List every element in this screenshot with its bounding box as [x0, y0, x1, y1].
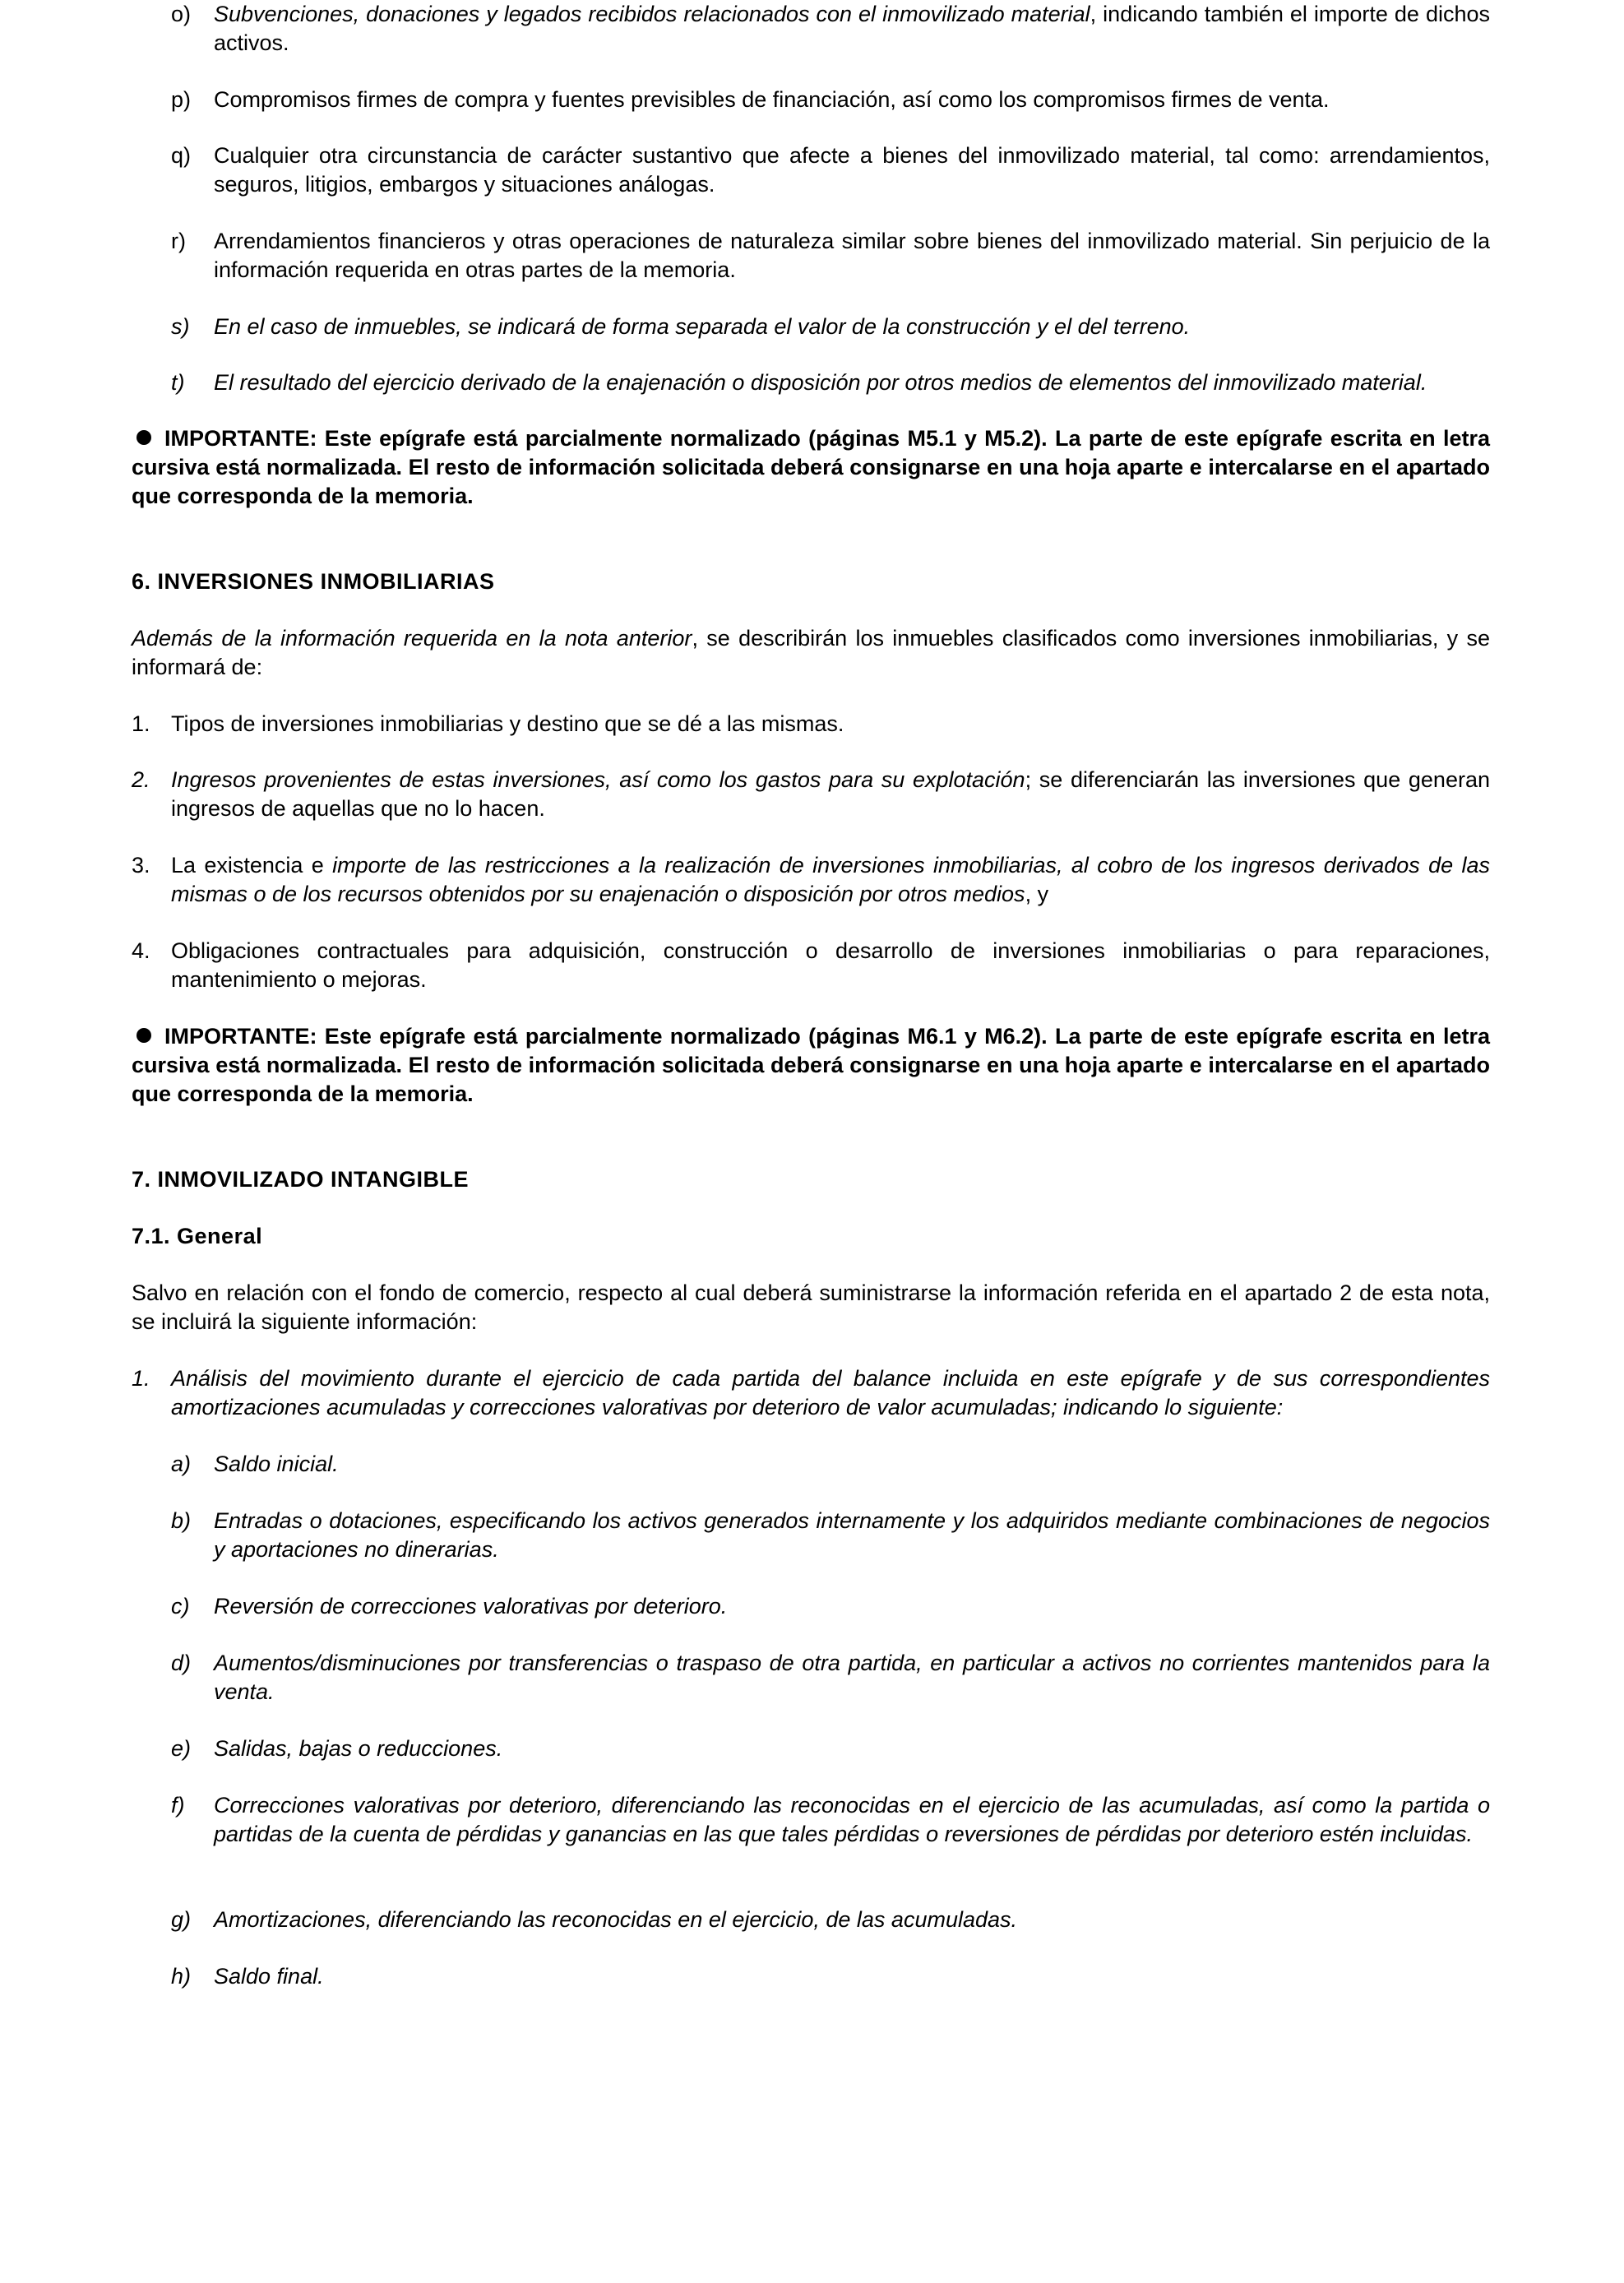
item-label: d)	[171, 1651, 192, 1675]
section7-intro: Salvo en relación con el fondo de comercio, respecto al cual deberá suministrarse la información referida en el apartado 2 de esta nota, se incluirá la siguiente información:	[132, 1280, 1490, 1334]
item-text: Saldo inicial.	[214, 1452, 339, 1476]
item-text: Compromisos firmes de compra y fuentes previsibles de financiación, así como los compromisos firmes de venta.	[214, 87, 1330, 112]
item-label: p)	[171, 87, 192, 112]
item-label: q)	[171, 143, 192, 168]
item-text: Entradas o dotaciones, especificando los activos generados internamente y los adquiridos mediante combinaciones de negocios y aportaciones no dinerarias.	[214, 1508, 1490, 1562]
item-text: Ingresos provenientes de estas inversiones, así como los gastos para su explotación; se diferenciarán las inversiones que generan ingresos de aquellas que no lo hacen.	[171, 767, 1490, 821]
item-text: Saldo final.	[214, 1964, 324, 1989]
item-text: Obligaciones contractuales para adquisición, construcción o desarrollo de inversiones inmobiliarias o para reparaciones, mantenimiento o mejoras.	[171, 938, 1490, 992]
item-label: g)	[171, 1907, 192, 1932]
item-text: Análisis del movimiento durante el ejercicio de cada partida del balance incluida en este epígrafe y de sus correspondientes amortizaciones acumuladas y correcciones valorativas por deterioro de valor acumuladas; indicando lo siguiente:	[171, 1366, 1490, 1419]
item-text: Correcciones valorativas por deterioro, diferenciando las reconocidas en el ejercicio de las acumuladas, así como la partida o partidas de la cuenta de pérdidas y ganancias en las que tales pérdidas o reversiones de pérdidas por deterioro estén incluidas.	[214, 1793, 1490, 1846]
important-note-section5: IMPORTANTE: Este epígrafe está parcialmente normalizado (páginas M5.1 y M5.2). La parte de este epígrafe escrita en letra cursiva está normalizada. El resto de información solicitada deberá consignarse en una hoja aparte e intercalarse en el apartado que corresponda de la memoria.	[132, 426, 1490, 508]
item-label: h)	[171, 1964, 192, 1989]
subsection-heading-7-1: 7.1. General	[132, 1224, 263, 1248]
item-label: 2.	[132, 767, 150, 792]
item-label: 3.	[132, 853, 150, 878]
item-text: Cualquier otra circunstancia de carácter sustantivo que afecte a bienes del inmovilizado material, tal como: arrendamientos, seguros, litigios, embargos y situaciones análogas.	[214, 143, 1490, 197]
item-label: c)	[171, 1594, 190, 1618]
item-label: 1.	[132, 711, 150, 736]
item-text: Amortizaciones, diferenciando las reconocidas en el ejercicio, de las acumuladas.	[214, 1907, 1018, 1932]
item-text: Subvenciones, donaciones y legados recibidos relacionados con el inmovilizado material, indicando también el importe de dichos activos.	[214, 2, 1490, 55]
item-label: e)	[171, 1736, 192, 1761]
item-label: b)	[171, 1508, 192, 1533]
item-text: Aumentos/disminuciones por transferencias o traspaso de otra partida, en particular a activos no corrientes mantenidos para la venta.	[214, 1651, 1490, 1704]
item-text: En el caso de inmuebles, se indicará de forma separada el valor de la construcción y el del terreno.	[214, 314, 1191, 339]
item-label: 4.	[132, 938, 150, 963]
item-text: El resultado del ejercicio derivado de la enajenación o disposición por otros medios de elementos del inmovilizado material.	[214, 370, 1427, 395]
item-label: f)	[171, 1793, 185, 1818]
item-text: Salidas, bajas o reducciones.	[214, 1736, 503, 1761]
item-text: La existencia e importe de las restricciones a la realización de inversiones inmobiliarias, al cobro de los ingresos derivados de las mismas o de los recursos obtenidos por su enajenación o disposición por otros medios, y	[171, 853, 1490, 906]
bullet-icon	[136, 430, 151, 445]
item-label: 1.	[132, 1366, 150, 1391]
bullet-icon	[136, 1028, 151, 1043]
section-heading-6: 6. INVERSIONES INMOBILIARIAS	[132, 569, 495, 594]
item-label: s)	[171, 314, 190, 339]
item-label: t)	[171, 370, 185, 395]
item-label: o)	[171, 2, 192, 26]
section6-intro: Además de la información requerida en la nota anterior, se describirán los inmuebles clasificados como inversiones inmobiliarias, y se informará de:	[132, 626, 1491, 679]
item-label: a)	[171, 1452, 192, 1476]
important-note-section6: IMPORTANTE: Este epígrafe está parcialmente normalizado (páginas M6.1 y M6.2). La parte de este epígrafe escrita en letra cursiva está normalizada. El resto de información solicitada deberá consignarse en una hoja aparte e intercalarse en el apartado que corresponda de la memoria.	[132, 1024, 1490, 1106]
item-text: Tipos de inversiones inmobiliarias y destino que se dé a las mismas.	[171, 711, 844, 736]
item-text: Reversión de correcciones valorativas por deterioro.	[214, 1594, 728, 1618]
item-label: r)	[171, 229, 186, 253]
section-heading-7: 7. INMOVILIZADO INTANGIBLE	[132, 1167, 469, 1192]
item-text: Arrendamientos financieros y otras operaciones de naturaleza similar sobre bienes del inmovilizado material. Sin perjuicio de la información requerida en otras partes de la memoria.	[214, 229, 1490, 282]
